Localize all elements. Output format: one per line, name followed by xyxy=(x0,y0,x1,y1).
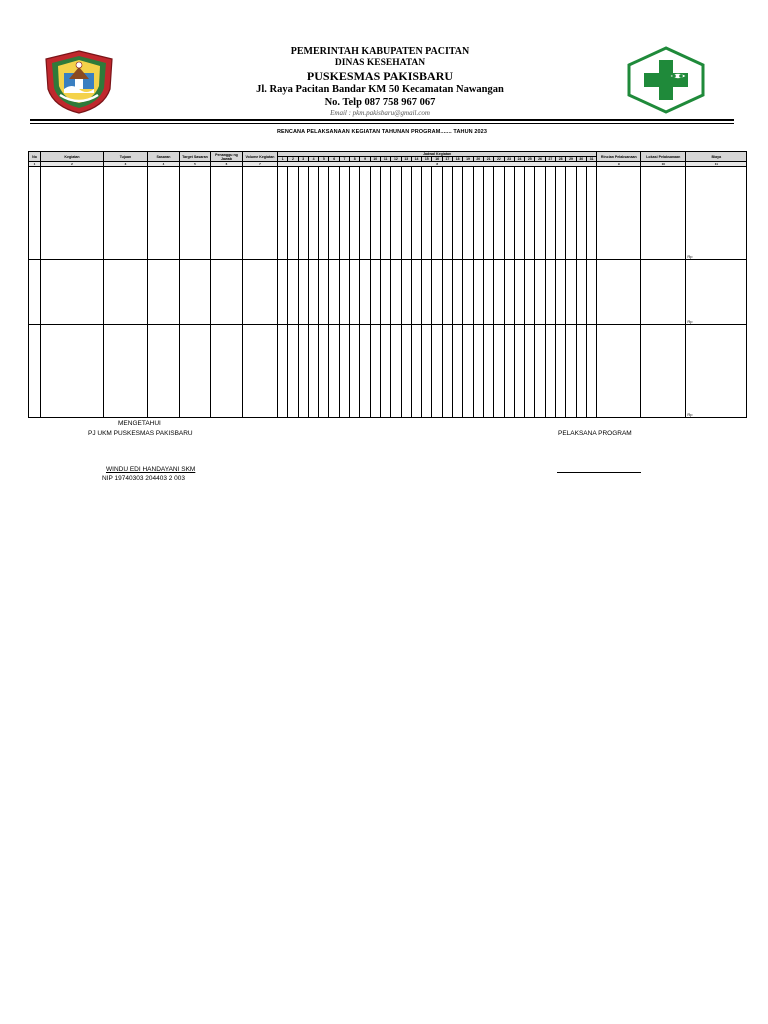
table-cell xyxy=(308,259,318,325)
table-cell xyxy=(525,259,535,325)
header-day: 13 xyxy=(401,157,411,162)
table-cell xyxy=(442,325,452,418)
table-cell xyxy=(148,259,180,325)
table-cell xyxy=(350,259,360,325)
header-day: 12 xyxy=(391,157,401,162)
table-cell xyxy=(278,325,288,418)
table-cell xyxy=(566,167,576,260)
letterhead xyxy=(180,46,580,118)
table-cell xyxy=(504,259,514,325)
header-day: 11 xyxy=(380,157,390,162)
table-cell xyxy=(350,167,360,260)
header-day: 4 xyxy=(308,157,318,162)
table-cell xyxy=(298,259,308,325)
table-cell xyxy=(597,325,641,418)
column-number: 1 xyxy=(29,162,41,167)
header-day: 15 xyxy=(422,157,432,162)
column-number: 9 xyxy=(597,162,641,167)
column-number: 8 xyxy=(278,162,597,167)
table-cell xyxy=(483,259,493,325)
table-cell xyxy=(211,167,243,260)
currency-label: Rp xyxy=(687,319,693,325)
header-day: 9 xyxy=(360,157,370,162)
table-cell xyxy=(411,325,421,418)
header-day: 20 xyxy=(473,157,483,162)
table-cell xyxy=(180,325,211,418)
signature-acknowledged-label: MENGETAHUI xyxy=(118,420,161,427)
table-cell xyxy=(243,167,278,260)
puskesmas-logo xyxy=(626,46,706,114)
letterhead-address: Jl. Raya Pacitan Bandar KM 50 Kecamatan Nawangan xyxy=(256,84,504,95)
table-cell xyxy=(104,325,148,418)
table-cell xyxy=(473,259,483,325)
header-day: 19 xyxy=(463,157,473,162)
column-number: 4 xyxy=(148,162,180,167)
table-cell xyxy=(514,259,524,325)
table-cell xyxy=(504,325,514,418)
table-cell xyxy=(211,259,243,325)
table-cell xyxy=(319,259,329,325)
table-cell xyxy=(432,167,442,260)
header-sasaran: Sasaran xyxy=(148,152,180,162)
table-cell xyxy=(104,259,148,325)
header-day: 26 xyxy=(535,157,545,162)
signature-right-line xyxy=(557,472,641,473)
table-cell xyxy=(29,259,41,325)
table-cell xyxy=(597,259,641,325)
table-cell xyxy=(401,167,411,260)
table-cell xyxy=(641,167,686,260)
table-cell xyxy=(380,325,390,418)
table-cell xyxy=(211,325,243,418)
table-cell xyxy=(350,325,360,418)
header-day: 10 xyxy=(370,157,380,162)
table-cell xyxy=(545,259,555,325)
table-cell xyxy=(535,167,545,260)
letterhead-institution: PUSKESMAS PAKISBARU xyxy=(306,69,454,83)
table-cell xyxy=(104,167,148,260)
table-row xyxy=(29,325,747,418)
table-cell xyxy=(586,259,596,325)
header-day: 29 xyxy=(566,157,576,162)
header-kegiatan: Kegiatan xyxy=(41,152,104,162)
table-cell xyxy=(566,325,576,418)
header-day: 5 xyxy=(319,157,329,162)
table-cell xyxy=(41,167,104,260)
table-cell xyxy=(463,325,473,418)
table-cell xyxy=(597,167,641,260)
table-cell xyxy=(370,259,380,325)
header-day: 23 xyxy=(504,157,514,162)
header-day: 17 xyxy=(442,157,452,162)
table-cell xyxy=(41,259,104,325)
table-row xyxy=(29,259,747,325)
table-cell xyxy=(329,167,339,260)
table-cell xyxy=(494,259,504,325)
table-cell xyxy=(641,325,686,418)
header-day: 18 xyxy=(453,157,463,162)
letterhead-rule-thin xyxy=(30,123,734,124)
table-cell xyxy=(360,259,370,325)
table-cell xyxy=(432,325,442,418)
header-day: 25 xyxy=(525,157,535,162)
header-day: 28 xyxy=(556,157,566,162)
table-cell xyxy=(401,325,411,418)
table-cell xyxy=(380,259,390,325)
table-cell xyxy=(535,259,545,325)
table-cell xyxy=(494,167,504,260)
table-cell xyxy=(556,325,566,418)
header-day: 16 xyxy=(432,157,442,162)
table-cell xyxy=(473,167,483,260)
table-cell xyxy=(319,325,329,418)
table-cell xyxy=(329,259,339,325)
table-cell xyxy=(288,259,298,325)
header-day: 3 xyxy=(298,157,308,162)
header-day: 24 xyxy=(514,157,524,162)
table-cell xyxy=(463,259,473,325)
signature-program-executor-label: PELAKSANA PROGRAM xyxy=(558,430,632,437)
table-cell xyxy=(278,167,288,260)
document-title: RENCANA PELAKSANAAN KEGIATAN TAHUNAN PROGRAM....... TAHUN 2023 xyxy=(276,129,487,135)
table-cell xyxy=(641,259,686,325)
table-cell xyxy=(29,167,41,260)
header-day: 1 xyxy=(278,157,288,162)
letterhead-government: PEMERINTAH KABUPATEN PACITAN xyxy=(290,46,470,57)
table-cell xyxy=(411,167,421,260)
table-cell xyxy=(545,325,555,418)
header-jadwal-kegiatan: Jadwal Kegiatan xyxy=(278,152,597,157)
table-cell xyxy=(391,325,401,418)
table-cell xyxy=(525,167,535,260)
table-cell xyxy=(401,259,411,325)
kabupaten-pacitan-logo xyxy=(42,49,116,115)
table-cell xyxy=(29,325,41,418)
table-cell xyxy=(453,325,463,418)
table-cell xyxy=(556,167,566,260)
table-cell xyxy=(148,325,180,418)
table-cell xyxy=(453,259,463,325)
table-cell xyxy=(422,259,432,325)
table-cell xyxy=(586,325,596,418)
header-day: 6 xyxy=(329,157,339,162)
letterhead-rule-thick xyxy=(30,119,734,121)
header-penanggung-jawab: Penanggu ng Jawab xyxy=(211,152,243,162)
column-number: 3 xyxy=(104,162,148,167)
header-tujuan: Tujuan xyxy=(104,152,148,162)
column-number: 2 xyxy=(41,162,104,167)
table-cell xyxy=(288,167,298,260)
table-cell xyxy=(483,325,493,418)
table-cell xyxy=(319,167,329,260)
table-cell xyxy=(453,167,463,260)
table-cell xyxy=(148,167,180,260)
table-cell xyxy=(535,325,545,418)
table-cell xyxy=(576,325,586,418)
table-cell xyxy=(339,167,349,260)
table-cell xyxy=(442,167,452,260)
table-cell xyxy=(391,259,401,325)
table-cell xyxy=(576,259,586,325)
table-cell xyxy=(380,167,390,260)
table-cell xyxy=(463,167,473,260)
activity-plan-table xyxy=(28,151,747,418)
letterhead-phone: No. Telp 087 758 967 067 xyxy=(324,97,436,108)
table-cell xyxy=(566,259,576,325)
table-cell xyxy=(391,167,401,260)
table-cell xyxy=(243,259,278,325)
table-cell xyxy=(514,167,524,260)
header-lokasi-pelaksanaan: Lokasi Pelaksanaan xyxy=(641,152,686,162)
table-cell xyxy=(308,167,318,260)
column-number: 5 xyxy=(180,162,211,167)
table-cell xyxy=(339,259,349,325)
header-rincian-pelaksanaan: Rincian Pelaksanaan xyxy=(597,152,641,162)
table-cell xyxy=(360,167,370,260)
signature-pj-ukm-label: PJ UKM PUSKESMAS PAKISBARU xyxy=(88,430,193,437)
table-cell xyxy=(370,325,380,418)
table-cell xyxy=(411,259,421,325)
table-cell xyxy=(442,259,452,325)
header-day: 14 xyxy=(411,157,421,162)
currency-label: Rp xyxy=(687,412,693,417)
table-cell xyxy=(329,325,339,418)
column-number: 10 xyxy=(641,162,686,167)
letterhead-email: Email : pkm.pakisbaru@gmail.com xyxy=(330,109,430,117)
header-day: 30 xyxy=(576,157,586,162)
table-cell xyxy=(514,325,524,418)
table-cell xyxy=(243,325,278,418)
header-day: 8 xyxy=(350,157,360,162)
header-biaya: Biaya xyxy=(686,152,747,162)
header-day: 21 xyxy=(483,157,493,162)
table-cell xyxy=(288,325,298,418)
header-no: No xyxy=(29,152,41,162)
biaya-cell xyxy=(686,325,747,418)
table-cell xyxy=(360,325,370,418)
column-number: 11 xyxy=(686,162,747,167)
column-number: 6 xyxy=(211,162,243,167)
table-cell xyxy=(180,167,211,260)
signature-left-name: WINDU EDI HANDAYANI SKM xyxy=(106,466,196,473)
header-day: 27 xyxy=(545,157,555,162)
table-cell xyxy=(370,167,380,260)
table-cell xyxy=(422,167,432,260)
header-target-sasaran: Target Sasaran xyxy=(180,152,211,162)
table-cell xyxy=(494,325,504,418)
table-cell xyxy=(339,325,349,418)
header-day: 2 xyxy=(288,157,298,162)
column-number: 7 xyxy=(243,162,278,167)
header-day: 22 xyxy=(494,157,504,162)
table-cell xyxy=(180,259,211,325)
table-cell xyxy=(483,167,493,260)
table-cell xyxy=(308,325,318,418)
header-day: 31 xyxy=(586,157,596,162)
table-cell xyxy=(473,325,483,418)
table-cell xyxy=(298,325,308,418)
table-cell xyxy=(545,167,555,260)
table-cell xyxy=(422,325,432,418)
table-cell xyxy=(576,167,586,260)
biaya-cell xyxy=(686,167,747,260)
header-day: 7 xyxy=(339,157,349,162)
biaya-cell xyxy=(686,259,747,325)
table-cell xyxy=(432,259,442,325)
table-cell xyxy=(525,325,535,418)
table-cell xyxy=(586,167,596,260)
table-cell xyxy=(504,167,514,260)
table-row xyxy=(29,167,747,260)
table-cell xyxy=(556,259,566,325)
table-cell xyxy=(41,325,104,418)
table-cell xyxy=(298,167,308,260)
letterhead-department: DINAS KESEHATAN xyxy=(334,58,426,68)
table-cell xyxy=(278,259,288,325)
currency-label: Rp xyxy=(687,253,693,259)
signature-left-nip: NIP 19740303 204403 2 003 xyxy=(102,475,186,482)
header-volume-kegiatan: Volume Kegiatan xyxy=(243,152,278,162)
